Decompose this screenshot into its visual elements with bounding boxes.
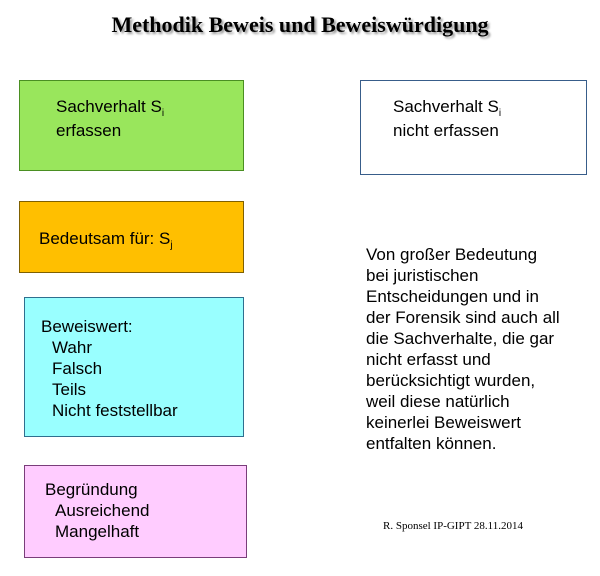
box-heading: Beweiswert: (41, 317, 133, 336)
subscript: i (498, 108, 502, 119)
paragraph-line: nicht erfasst und (366, 350, 491, 369)
paragraph-line: entfalten können. (366, 434, 497, 453)
list-item: Mangelhaft (55, 522, 140, 541)
box-bedeutsam (19, 201, 244, 273)
paragraph-line: keinerlei Beweiswert (366, 413, 521, 432)
paragraph-line: Entscheidungen und in (366, 287, 539, 306)
box-heading: Begründung (45, 480, 138, 499)
explanation-paragraph (366, 244, 588, 454)
list-item: Nicht feststellbar (52, 401, 178, 420)
box-begruendung (24, 465, 247, 558)
list-item: Wahr (52, 338, 92, 357)
box-sachverhalt-nicht-erfassen (360, 80, 587, 175)
paragraph-line: bei juristischen (366, 266, 479, 285)
subscript: i (161, 108, 165, 119)
paragraph-line: der Forensik sind auch all (366, 308, 560, 327)
paragraph-line: Von großer Bedeutung (366, 245, 538, 264)
paragraph-line: die Sachverhalte, die gar (366, 329, 555, 348)
diagram-title: Methodik Beweis und Beweiswürdigung (111, 12, 489, 37)
paragraph-line: berücksichtigt wurden, (366, 371, 536, 390)
box-line: Bedeutsam für: $S_j$ (39, 229, 173, 251)
box-line: Sachverhalt $S_i$ (56, 97, 165, 119)
list-item: Falsch (52, 359, 103, 378)
author-credit: R. Sponsel IP-GIPT 28.11.2014 (383, 520, 523, 532)
list-item: Ausreichend (55, 501, 150, 520)
subscript: j (170, 240, 173, 251)
box-line: erfassen (56, 121, 122, 140)
list-item: Teils (52, 380, 87, 399)
box-beweiswert (24, 297, 244, 437)
box-line: Sachverhalt $S_i$ (393, 97, 502, 119)
paragraph-line: weil diese natürlich (366, 392, 510, 411)
box-sachverhalt-erfassen (19, 80, 244, 171)
box-line: nicht erfassen (393, 121, 499, 140)
